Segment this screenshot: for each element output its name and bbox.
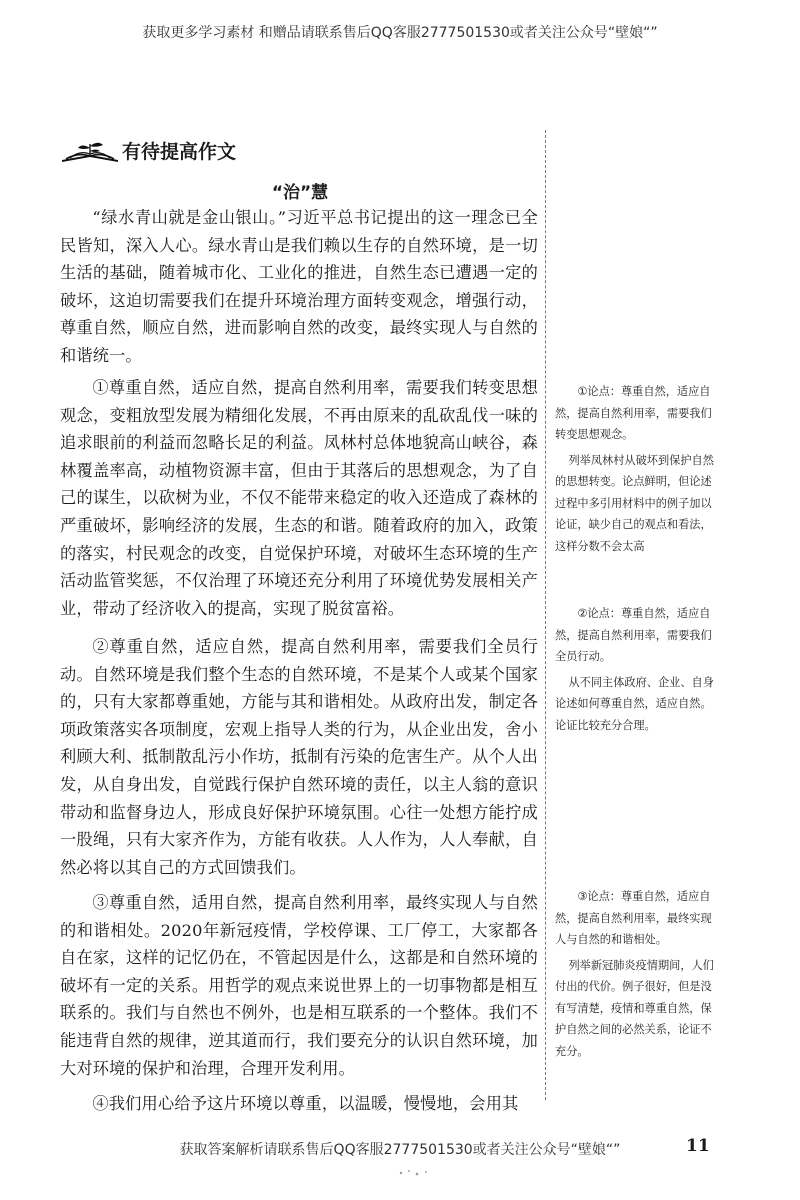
- margin-note-comment: 列举凤林村从破坏到保护自然的思想转变。论点鲜明，但论述过程中多引用材料中的例子加以论证，缺少自己的观点和看法，这样分数不会太高: [555, 453, 714, 553]
- scan-smudge: [395, 1166, 435, 1180]
- essay-paragraph-2: ②尊重自然，适应自然，提高自然利用率，需要我们全员行动。自然环境是我们整个生态的自然环境，不是某个人或某个国家的，只有大家都尊重她，方能与其和谐相处。从政府出发，制定各项政策落实各项制度，宏观上指导人类的行为，从企业出发，舍小利顾大利、抵制散乱污小作坊，抵制有污染的危害生产。从个人出发，从自身出发，自觉践行保护自然环境的责任，以主人翁的意识带动和监督身边人，形成良好保护环境氛围。心往一处想方能拧成一股绳，只有大家齐作为，方能有收获。人人作为，人人奉献，自然必将以其自己的方式回馈我们。: [60, 637, 538, 877]
- margin-note-comment: 列举新冠肺炎疫情期间，人们付出的代价。例子很好，但是没有写清楚，疫情和尊重自然，保护自然之间的必然关系，论证不充分。: [555, 958, 714, 1058]
- essay-paragraph-4: ④我们用心给予这片环境以尊重，以温暖，慢慢地，会用其: [92, 1094, 519, 1113]
- margin-note-1: [555, 381, 715, 557]
- margin-note-3: [555, 886, 715, 1062]
- essay-paragraph-3: ③尊重自然，适用自然，提高自然利用率，最终实现人与自然的和谐相处。2020年新冠疫情，学校停课、工厂停工，大家都各自在家，这样的记忆仍在，不管起因是什么，这都是和自然环境的破坏有一定的关系。用哲学的观点来说世界上的一切事物都是相互联系的。我们与自然也不例外，也是相互联系的一个整体。我们不能违背自然的规律，逆其道而行，我们要充分的认识自然环境，加大对环境的保护和治理，合理开发利用。: [60, 893, 538, 1078]
- margin-note-comment: 从不同主体政府、企业、自身论述如何尊重自然，适应自然。论证比较充分合理。: [555, 675, 714, 732]
- margin-note-claim: ①论点：尊重自然，适应自然，提高自然利用率，需要我们转变思想观念。: [555, 385, 712, 441]
- essay-title: “治”慧: [271, 183, 329, 203]
- section-title: 有待提高作文: [122, 141, 237, 163]
- essay-paragraph-1: ①尊重自然，适应自然，提高自然利用率，需要我们转变思想观念，变粗放型发展为精细化发展，不再由原来的乱砍乱伐一味的追求眼前的利益而忽略长足的利益。凤林村总体地貌高山峡谷，森林覆盖率高，动植物资源丰富，但由于其落后的思想观念，为了自己的谋生，以砍树为业，不仅不能带来稳定的收入还造成了森林的严重破坏，影响经济的发展，生态的和谐。随着政府的加入，政策的落实，村民观念的改变，自觉保护环境，对破坏生态环境的生产活动监管奖惩，不仅治理了环境还充分利用了环境优势发展相关产业，带动了经济收入的提高，实现了脱贫富裕。: [60, 378, 538, 618]
- margin-note-claim: ③论点：尊重自然，适应自然，提高自然利用率，最终实现人与自然的和谐相处。: [555, 890, 712, 946]
- footer-promo-note: 获取答案解析请联系售后QQ客服2777501530或者关注公众号“壁娘“”: [179, 1142, 621, 1158]
- section-heading: [60, 140, 236, 164]
- margin-note-2: [555, 603, 715, 736]
- header-promo-note: 获取更多学习素材 和赠品请联系售后QQ客服2777501530或者关注公众号“壁娘“”: [142, 25, 658, 41]
- page-number: 11: [686, 1136, 710, 1156]
- margin-divider: [545, 130, 546, 1100]
- margin-note-claim: ②论点：尊重自然，适应自然，提高自然利用率，需要我们全员行动。: [555, 607, 712, 663]
- essay-paragraph-intro: “绿水青山就是金山银山。”习近平总书记提出的这一理念已全民皆知，深入人心。绿水青山是我们赖以生存的自然环境，是一切生活的基础，随着城市化、工业化的推进，自然生态已遭遇一定的破坏，这迫切需要我们在提升环境治理方面转变观念，增强行动，尊重自然，顺应自然，进而影响自然的改变，最终实现人与自然的和谐统一。: [60, 208, 538, 365]
- book-plant-icon: [60, 140, 120, 164]
